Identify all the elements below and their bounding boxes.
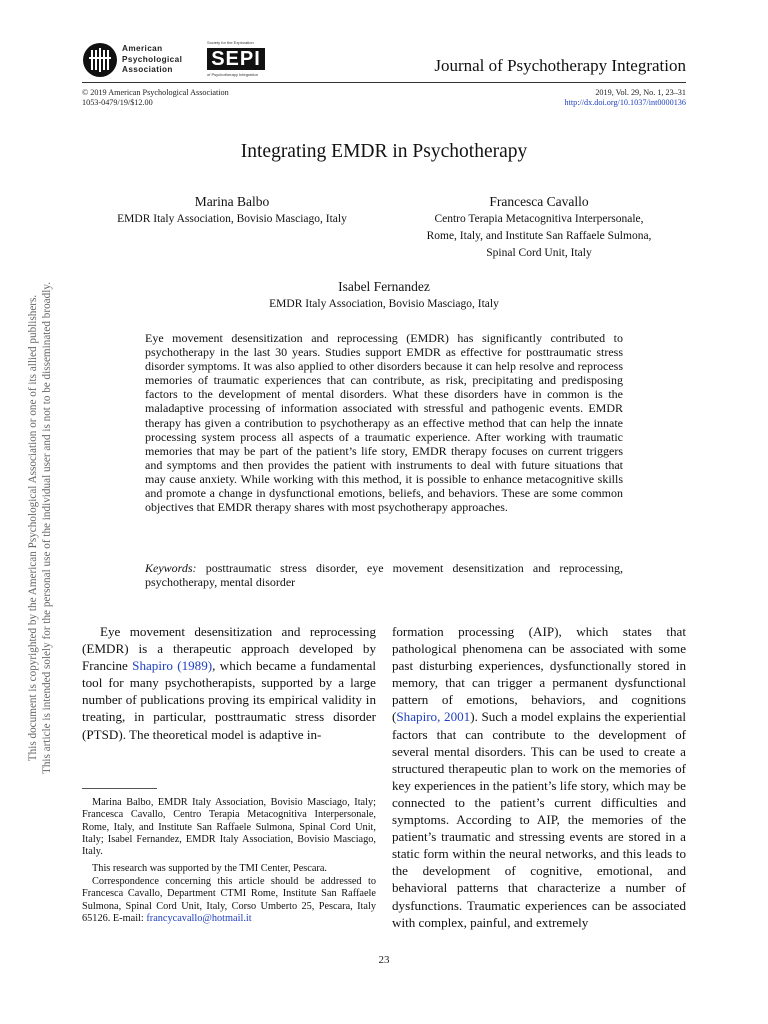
- keywords-label: Keywords:: [145, 561, 197, 575]
- apa-logo-line: Association: [122, 65, 173, 74]
- side-notice-line: This document is copyrighted by the American Psychological Association or one of its allied publishers.: [27, 294, 39, 762]
- body-text: ). Such a model explains the experiential factors that can contribute to the development of several mental disorders. This can be used to create a structured therapeutic plan to work on the memories of key experiences in the patient’s life story, which may be connected to the patient’s current difficulties and symptoms. According to AIP, the memories of the patient’s traumatic and stressing events are stored in a static form within the neural networks, and this leads to the development of cognitive, emotional, and behavioral patterns that characterize a number of dysfunctions. Traumatic experiences can be associated with complex, painful, and extremely: [392, 709, 686, 930]
- author-affiliation: EMDR Italy Association, Bovisio Masciago, Italy: [269, 298, 499, 310]
- email-link[interactable]: francycavallo@hotmail.it: [146, 912, 252, 924]
- footnote-rule: [82, 788, 157, 789]
- sepi-tagline-top: Society for the Exploration: [207, 40, 254, 45]
- body-text: , which became a fundamental tool for many psychotherapists, supported by a large number of publications proving its empirical validity in treating, in particular, posttraumatic stress disorder (PTSD). The theoretical model is adaptive in-: [82, 658, 376, 742]
- body-column-left: [82, 623, 376, 743]
- author-block-2: [392, 194, 686, 262]
- side-copyright-notice: [6, 268, 53, 788]
- author-affiliation-line: Rome, Italy, and Institute San Raffaele Sulmona,: [426, 230, 652, 242]
- journal-title: Journal of Psychotherapy Integration: [434, 56, 686, 75]
- author-block-3: [0, 279, 768, 313]
- correspondence-text: Correspondence concerning this article should be addressed to Francesca Cavallo, Department CTMI Rome, Institute San Raffaele Sulmona, Spinal Cord Unit, Italy, Corso Umberto 25, Pescara, Italy 65126. E-mail:: [82, 876, 376, 924]
- author-affiliation: EMDR Italy Association, Bovisio Masciago, Italy: [117, 213, 347, 225]
- sepi-wordmark: SEPI: [207, 48, 265, 70]
- body-text: formation processing (AIP), which states that pathological phenomena can be associated with some past disturbing experiences, dysfunctionally stored in memory, that can trigger a permanent dysfunctional pattern of emotions, behaviors, and cognitions (: [392, 624, 686, 725]
- publication-meta-right: [564, 88, 686, 108]
- apa-logo-text: [122, 44, 182, 76]
- side-notice-line: This article is intended solely for the personal use of the individual user and is not to be disseminated broadly.: [41, 281, 53, 775]
- author-name: Isabel Fernandez: [338, 279, 430, 294]
- author-block-1: [82, 194, 382, 228]
- publication-meta-left: [82, 88, 229, 108]
- abstract: Eye movement desensitization and reprocessing (EMDR) has significantly contributed to psychotherapy in the last 30 years. Studies support EMDR as effective for posttraumatic stress disorder symptoms. It was also applied to other disorders because it can help resolve and reprocess memories of traumatic experiences that can contribute, as risk, precipitating and predisposing factors to the development of mental disorders. What these disorders have in common is the maladaptive processing of information associated with stressful and pathogenic events. EMDR therapy has given a contribution to psychotherapy as an effective method that can help the innate processing system process all aspects of a traumatic experience. After working with traumatic memories that may be part of the patient’s life story, EMDR therapy focuses on current triggers and symptoms and then provides the patient with instruments to deal with future situations that may cause anxiety. While working with this method, it is possible to enhance metacognitive skills and promote a change in dysfunctional emotions, beliefs, and behaviors. These are some common objectives that EMDR therapy shares with most psychotherapy approaches.: [145, 331, 623, 515]
- page-number: 23: [378, 954, 390, 966]
- author-name: Francesca Cavallo: [489, 194, 589, 209]
- body-column-right: [392, 623, 686, 931]
- doi-link[interactable]: http://dx.doi.org/10.1037/int0000136: [564, 98, 686, 107]
- author-affiliation-line: Centro Terapia Metacognitiva Interpersonale,: [434, 213, 644, 225]
- issn-line: 1053-0479/19/$12.00: [82, 98, 153, 107]
- article-title: Integrating EMDR in Psychotherapy: [240, 141, 528, 162]
- author-name: Marina Balbo: [194, 194, 270, 209]
- sepi-logo: [207, 40, 267, 80]
- citation-line: 2019, Vol. 29, No. 1, 23–31: [595, 88, 686, 97]
- header-rule: [82, 82, 686, 83]
- citation-link[interactable]: Shapiro (1989): [132, 658, 213, 674]
- apa-logo: [82, 42, 202, 78]
- author-affiliation-line: Spinal Cord Unit, Italy: [486, 247, 592, 259]
- apa-logo-line: Psychological: [122, 54, 183, 64]
- footnote-correspondence: [82, 876, 376, 925]
- body-text: Eye movement desensitization and reprocessing (EMDR) is a therapeutic approach developed by Francine: [82, 624, 376, 674]
- footnote-support: This research was supported by the TMI Center, Pescara.: [92, 863, 328, 874]
- apa-logo-line: American: [122, 44, 163, 53]
- apa-logo-icon: [82, 42, 118, 78]
- footnote-affiliations: Marina Balbo, EMDR Italy Association, Bovisio Masciago, Italy; Francesca Cavallo, Centro Terapia Metacognitiva Interpersonale, Rome, Italy, and Institute San Raffaele Sulmona, Spinal Cord Unit, Italy; Isabel Fernandez, EMDR Italy Association, Bovisio Masciago, Italy.: [82, 797, 376, 858]
- keywords: [145, 561, 623, 589]
- copyright-line: © 2019 American Psychological Association: [82, 88, 229, 97]
- sepi-tagline-bottom: of Psychotherapy Integration: [207, 72, 258, 77]
- keywords-list: posttraumatic stress disorder, eye movement desensitization and reprocessing, psychotherapy, mental disorder: [145, 561, 624, 590]
- citation-link[interactable]: Shapiro, 2001: [396, 709, 471, 725]
